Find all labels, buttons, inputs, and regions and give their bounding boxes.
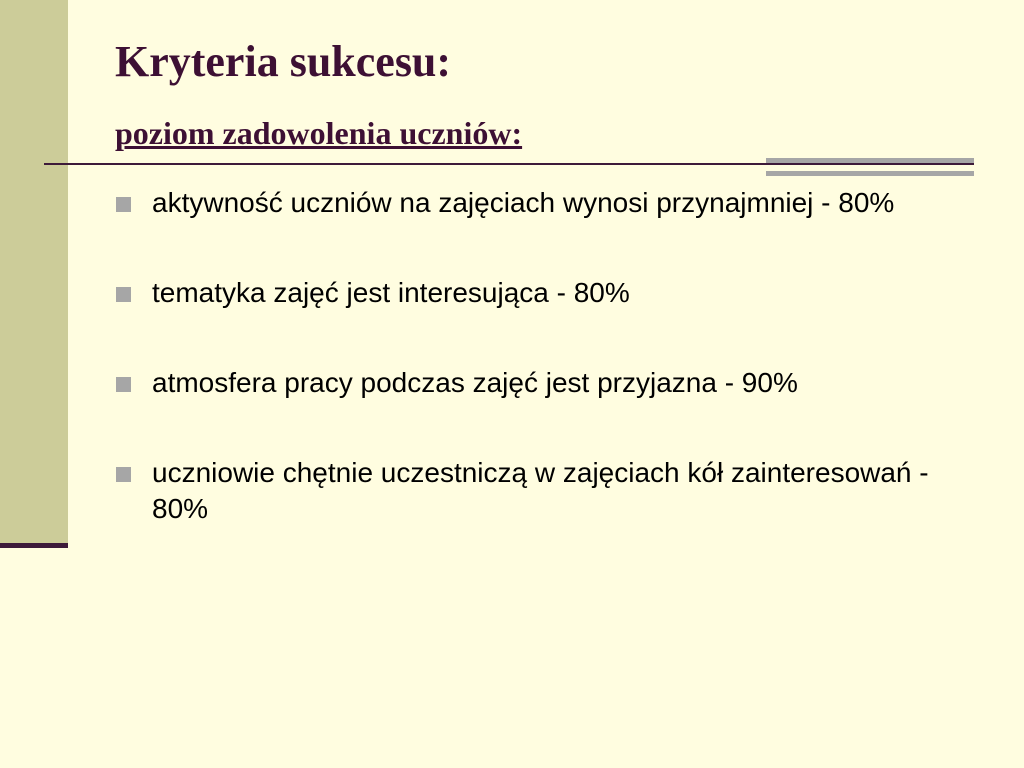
- bullet-text: uczniowie chętnie uczestniczą w zajęciach kół zainteresowań - 80%: [152, 457, 929, 524]
- bullet-item: [112, 365, 972, 401]
- bullet-list: [112, 185, 972, 581]
- bullet-text: tematyka zajęć jest interesująca - 80%: [152, 277, 630, 308]
- side-band: [0, 0, 68, 545]
- bullet-item: [112, 185, 972, 221]
- slide-title: Kryteria sukcesu:: [115, 37, 452, 86]
- bullet-text: atmosfera pracy podczas zajęć jest przyjazna - 90%: [152, 367, 798, 398]
- square-bullet-icon: [116, 197, 131, 212]
- title-rule-accent-bottom: [766, 171, 974, 176]
- square-bullet-icon: [116, 287, 131, 302]
- side-divider: [0, 543, 68, 548]
- square-bullet-icon: [116, 377, 131, 392]
- title-rule-accent-top: [766, 158, 974, 163]
- bullet-item: [112, 455, 972, 527]
- slide-subtitle: poziom zadowolenia uczniów:: [115, 115, 523, 151]
- bullet-item: [112, 275, 972, 311]
- square-bullet-icon: [116, 467, 131, 482]
- title-rule: [44, 163, 974, 165]
- bullet-text: aktywność uczniów na zajęciach wynosi przynajmniej - 80%: [152, 187, 895, 218]
